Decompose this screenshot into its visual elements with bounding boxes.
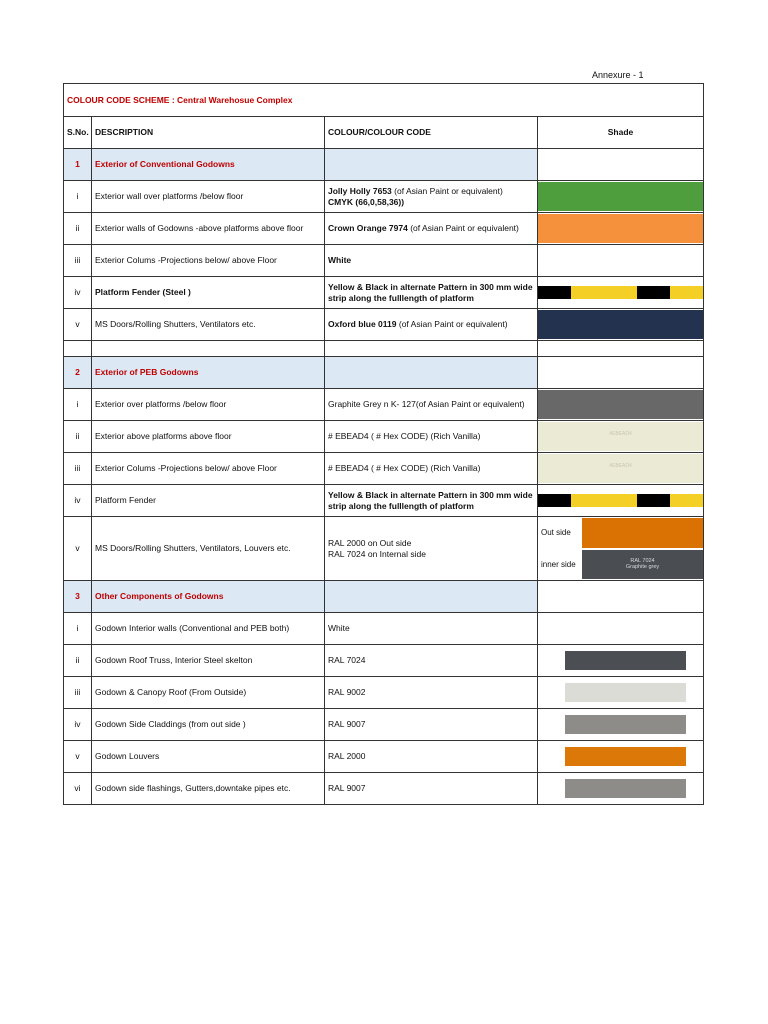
section-row xyxy=(64,149,704,181)
row-colour: # EBEAD4 ( # Hex CODE) (Rich Vanilla) xyxy=(325,421,538,453)
shade-swatch xyxy=(538,645,704,677)
row-colour: Crown Orange 7974 (of Asian Paint or equivalent) xyxy=(325,213,538,245)
row-description: Godown Interior walls (Conventional and PEB both) xyxy=(92,613,325,645)
swatch-fill xyxy=(565,715,686,734)
swatch-fill xyxy=(538,390,703,419)
row-description: Exterior wall over platforms /below floor xyxy=(92,181,325,213)
header-description: DESCRIPTION xyxy=(92,117,325,149)
table-row xyxy=(64,517,704,581)
swatch-fill xyxy=(565,779,686,798)
header-colour: COLOUR/COLOUR CODE xyxy=(325,117,538,149)
table-row xyxy=(64,453,704,485)
row-colour: RAL 9002 xyxy=(325,677,538,709)
section-row xyxy=(64,581,704,613)
table-row xyxy=(64,485,704,517)
table-row xyxy=(64,213,704,245)
swatch-caption: #EBEAD4 xyxy=(609,431,632,437)
row-description: Godown & Canopy Roof (From Outside) xyxy=(92,677,325,709)
shade-swatch xyxy=(538,389,704,421)
shade-swatch xyxy=(538,677,704,709)
header-row xyxy=(64,117,704,149)
shade-swatch xyxy=(538,741,704,773)
swatch-fill xyxy=(538,214,703,243)
swatch-fill xyxy=(565,683,686,702)
row-number: ii xyxy=(64,645,92,677)
row-colour: White xyxy=(325,613,538,645)
spacer-row xyxy=(64,341,704,357)
section-title: Exterior of PEB Godowns xyxy=(92,357,325,389)
row-number: i xyxy=(64,613,92,645)
row-colour: Jolly Holly 7653 (of Asian Paint or equivalent) CMYK (66,0,58,36)) xyxy=(325,181,538,213)
swatch-fill xyxy=(565,651,686,670)
swatch-fill xyxy=(538,454,703,483)
outside-shade xyxy=(538,517,703,549)
shade-swatch xyxy=(538,453,704,485)
shade-swatch xyxy=(538,213,704,245)
header-shade: Shade xyxy=(538,117,704,149)
row-description: Platform Fender (Steel ) xyxy=(92,277,325,309)
table-row xyxy=(64,421,704,453)
row-number: i xyxy=(64,181,92,213)
row-colour: RAL 2000 xyxy=(325,741,538,773)
row-number: vi xyxy=(64,773,92,805)
row-number: iv xyxy=(64,709,92,741)
row-colour: White xyxy=(325,245,538,277)
table-title: COLOUR CODE SCHEME : Central Warehosue Complex xyxy=(64,84,704,117)
row-description: Exterior Colums -Projections below/ above Floor xyxy=(92,245,325,277)
shade-swatch xyxy=(538,309,704,341)
shade-swatch xyxy=(538,773,704,805)
inside-label: inner side xyxy=(541,560,576,569)
swatch-fill xyxy=(565,747,686,766)
fender-stripes xyxy=(538,277,704,309)
inside-shade xyxy=(538,549,703,580)
swatch-caption: #EBEAD4 xyxy=(609,463,632,469)
shade-swatch xyxy=(538,709,704,741)
row-description: MS Doors/Rolling Shutters, Ventilators, Louvers etc. xyxy=(92,517,325,581)
outside-swatch xyxy=(582,518,703,548)
row-description: Exterior over platforms /below floor xyxy=(92,389,325,421)
table-row xyxy=(64,677,704,709)
swatch-fill xyxy=(538,182,703,211)
row-number: iii xyxy=(64,245,92,277)
swatch-fill xyxy=(538,310,703,339)
row-description: Godown Side Claddings (from out side ) xyxy=(92,709,325,741)
table-row xyxy=(64,741,704,773)
section-title: Other Components of Godowns xyxy=(92,581,325,613)
row-colour: RAL 2000 on Out side RAL 7024 on Internal side xyxy=(325,517,538,581)
row-number: i xyxy=(64,389,92,421)
row-number: iv xyxy=(64,485,92,517)
row-number: ii xyxy=(64,421,92,453)
row-number: iii xyxy=(64,677,92,709)
row-description: Exterior Colums -Projections below/ above Floor xyxy=(92,453,325,485)
table-row xyxy=(64,389,704,421)
table-row xyxy=(64,309,704,341)
row-description: Exterior walls of Godowns -above platforms above floor xyxy=(92,213,325,245)
row-description: Godown Roof Truss, Interior Steel skelton xyxy=(92,645,325,677)
table-row xyxy=(64,613,704,645)
shade-swatch xyxy=(538,613,704,645)
row-description: Exterior above platforms above floor xyxy=(92,421,325,453)
yellow-black-stripes xyxy=(538,494,703,507)
row-number: iii xyxy=(64,453,92,485)
fender-stripes xyxy=(538,485,704,517)
header-sno: S.No. xyxy=(64,117,92,149)
swatch-fill xyxy=(538,422,703,451)
table-row xyxy=(64,277,704,309)
shade-swatch xyxy=(538,245,704,277)
yellow-black-stripes xyxy=(538,286,703,299)
shade-swatch xyxy=(538,181,704,213)
row-description: Godown Louvers xyxy=(92,741,325,773)
row-description: Platform Fender xyxy=(92,485,325,517)
row-colour: RAL 9007 xyxy=(325,773,538,805)
table-row xyxy=(64,709,704,741)
outside-label: Out side xyxy=(541,528,571,537)
section-number: 2 xyxy=(64,357,92,389)
table-row xyxy=(64,181,704,213)
row-number: ii xyxy=(64,213,92,245)
row-description: Godown side flashings, Gutters,downtake pipes etc. xyxy=(92,773,325,805)
inside-swatch: RAL 7024 Graphite grey xyxy=(582,550,703,579)
section-row xyxy=(64,357,704,389)
table-row xyxy=(64,245,704,277)
table-row xyxy=(64,773,704,805)
row-colour: Graphite Grey n K- 127(of Asian Paint or equivalent) xyxy=(325,389,538,421)
section-number: 3 xyxy=(64,581,92,613)
row-number: v xyxy=(64,517,92,581)
row-colour: Yellow & Black in alternate Pattern in 300 mm wide strip along the fulllength of platform xyxy=(325,277,538,309)
row-colour: # EBEAD4 ( # Hex CODE) (Rich Vanilla) xyxy=(325,453,538,485)
annexure-label: Annexure - 1 xyxy=(592,70,644,80)
split-shade xyxy=(538,517,704,581)
row-colour: Yellow & Black in alternate Pattern in 300 mm wide strip along the fulllength of platform xyxy=(325,485,538,517)
row-colour: Oxford blue 0119 (of Asian Paint or equivalent) xyxy=(325,309,538,341)
row-number: iv xyxy=(64,277,92,309)
row-number: v xyxy=(64,741,92,773)
row-number: v xyxy=(64,309,92,341)
row-colour: RAL 7024 xyxy=(325,645,538,677)
row-colour: RAL 9007 xyxy=(325,709,538,741)
colour-code-table xyxy=(63,83,704,805)
section-title: Exterior of Conventional Godowns xyxy=(92,149,325,181)
row-description: MS Doors/Rolling Shutters, Ventilators etc. xyxy=(92,309,325,341)
table-row xyxy=(64,645,704,677)
shade-swatch xyxy=(538,421,704,453)
section-number: 1 xyxy=(64,149,92,181)
